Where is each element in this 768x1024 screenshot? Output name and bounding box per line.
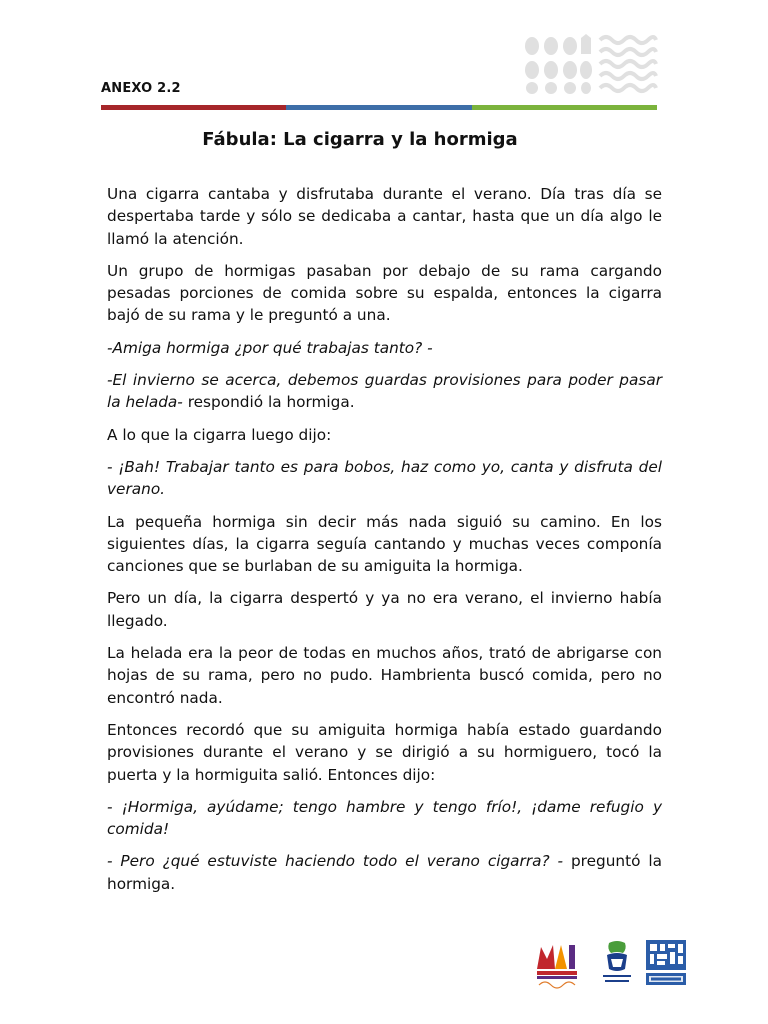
dialogue-text: - ¡Hormiga, ayúdame; tengo hambre y tengo frío!, ¡dame refugio y comida! — [107, 797, 662, 839]
paragraph — [107, 456, 662, 501]
paragraph — [107, 642, 662, 709]
paragraph — [107, 511, 662, 578]
annex-label: ANEXO 2.2 — [101, 81, 181, 96]
dialogue-text: -Amiga hormiga ¿por qué trabajas tanto? - — [107, 338, 433, 357]
narrative-text: A lo que la cigarra luego dijo: — [107, 425, 332, 444]
dialogue-text: -El invierno se acerca, debemos guardas provisiones para poder pasar la helada- — [107, 371, 662, 412]
mai-logo — [535, 939, 579, 994]
header-decoration — [522, 32, 658, 99]
narrative-text: La helada era la peor de todas en muchos años, trató de abrigarse con hojas de su rama, pero no pudo. Hambrienta buscó comida, pero no encontró nada. — [107, 644, 662, 707]
paragraph — [107, 369, 662, 414]
paragraph — [107, 337, 662, 359]
footer-logos — [535, 939, 695, 999]
paragraph — [107, 796, 662, 841]
narrative-text: preguntó la hormiga. — [107, 852, 662, 893]
ciesas-logo — [645, 939, 687, 992]
dialogue-text: - ¡Bah! Trabajar tanto es para bobos, haz como yo, canta y disfruta del verano. — [107, 457, 662, 499]
narrative-text: respondió la hormiga. — [182, 393, 355, 412]
narrative-text: Un grupo de hormigas pasaban por debajo de su rama cargando pesadas porciones de comida sobre su espalda, entonces la cigarra bajó de su rama y le preguntó a una. — [107, 261, 662, 325]
paragraph — [107, 424, 662, 446]
narrative-text: Entonces recordó que su amiguita hormiga había estado guardando provisiones durante el verano y se dirigió a su hormiguero, tocó la puerta y la hormiguita salió. Entonces dijo: — [107, 720, 662, 784]
narrative-text: Una cigarra cantaba y disfrutaba durante el verano. Día tras día se despertaba tarde y sólo se dedicaba a cantar, hasta que un día algo le llamó la atención. — [107, 185, 662, 248]
decorative-pattern-icon — [522, 32, 658, 94]
rule-segment-blue — [286, 105, 471, 110]
paragraph — [107, 719, 662, 786]
paragraph — [107, 260, 662, 327]
mai-logo-icon — [535, 939, 579, 989]
dialogue-text: - Pero ¿qué estuviste haciendo todo el verano cigarra? - — [107, 852, 564, 871]
paragraph — [107, 183, 662, 250]
rule-segment-red — [101, 105, 286, 110]
narrative-text: Pero un día, la cigarra despertó y ya no era verano, el invierno había llegado. — [107, 589, 662, 630]
rule-segment-green — [472, 105, 657, 110]
uv-logo-icon — [597, 939, 637, 989]
paragraph — [107, 587, 662, 632]
narrative-text: La pequeña hormiga sin decir más nada siguió su camino. En los siguientes días, la cigarra seguía cantando y muchas veces componía canciones que se burlaban de su amiguita la hormiga. — [107, 512, 662, 576]
fable-body — [107, 183, 662, 905]
header-color-rule — [101, 105, 657, 110]
universidad-veracruzana-logo — [597, 939, 637, 994]
document-title: Fábula: La cigarra y la hormiga — [202, 129, 518, 150]
ciesas-logo-icon — [645, 939, 687, 987]
paragraph — [107, 850, 662, 895]
